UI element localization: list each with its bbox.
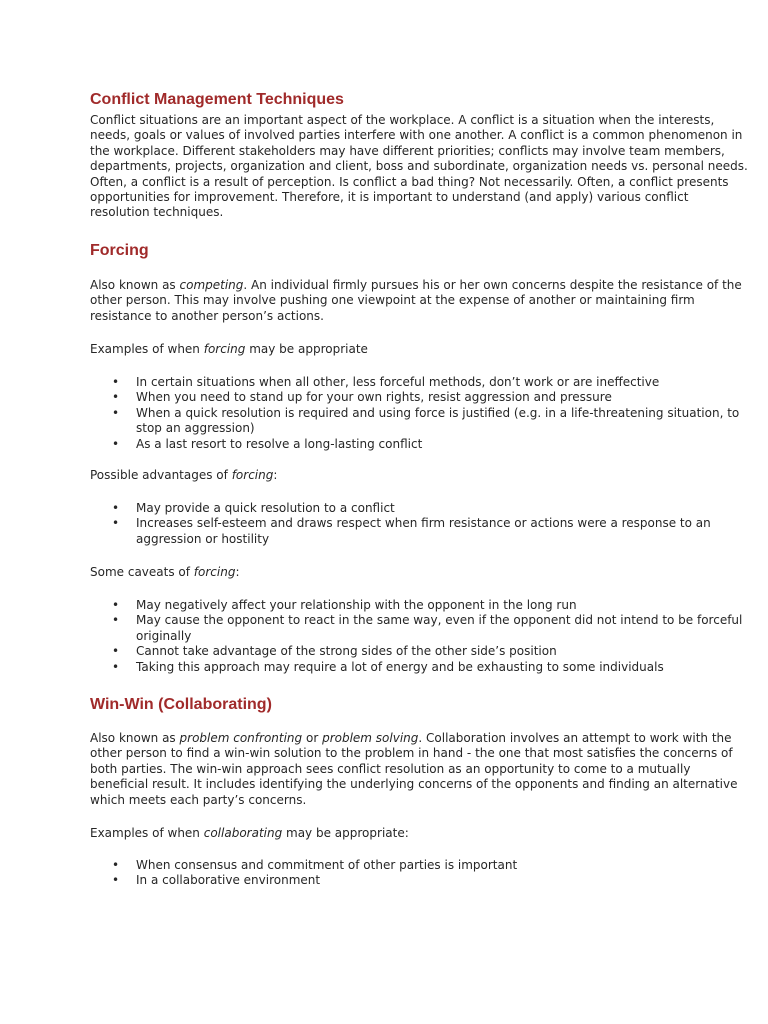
forcing-advantages-intro: Possible advantages of forcing: xyxy=(90,468,278,482)
winwin-examples-list xyxy=(90,858,750,889)
list-item: • May cause the opponent to react in the same way, even if the opponent did not intend to be forceful originally xyxy=(90,613,750,644)
list-item: • As a last resort to resolve a long-lasting conflict xyxy=(90,437,750,452)
forcing-advantages-list xyxy=(90,501,750,547)
list-item: • Taking this approach may require a lot of energy and be exhausting to some individuals xyxy=(90,660,750,675)
winwin-definition: Also known as problem confronting or problem solving. Collaboration involves an attempt to work with the other person to find a win-win solution to the problem in hand - the one that most satisfies the concerns of both parties. The win-win approach sees conflict resolution as an opportunity to come to a mutually beneficial result. It includes identifying the underlying concerns of the opponents and finding an alternative which meets each party’s concerns. xyxy=(90,731,738,807)
list-item: • In certain situations when all other, less forceful methods, don’t work or are ineffective xyxy=(90,375,750,390)
forcing-heading: Forcing xyxy=(90,242,149,259)
winwin-heading: Win-Win (Collaborating) xyxy=(90,696,272,713)
intro-paragraph: Conflict situations are an important aspect of the workplace. A conflict is a situation when the interests, needs, goals or values of involved parties interfere with one another. A conflict is a common phenomenon in the workplace. Different stakeholders may have different priorities; conflicts may involve team members, departments, projects, organization and client, boss and subordinate, organization needs vs. personal needs. Often, a conflict is a result of perception. Is conflict a bad thing? Not necessarily. Often, a conflict presents opportunities for improvement. Therefore, it is important to understand (and apply) various conflict resolution techniques. xyxy=(90,113,748,220)
list-item: • When consensus and commitment of other parties is important xyxy=(90,858,750,873)
forcing-term: competing xyxy=(179,278,244,292)
list-item: • When a quick resolution is required and using force is justified (e.g. in a life-threatening situation, to stop an aggression) xyxy=(90,406,750,437)
winwin-examples-intro: Examples of when collaborating may be appropriate: xyxy=(90,826,409,840)
list-item: • May provide a quick resolution to a conflict xyxy=(90,501,750,516)
forcing-definition: Also known as competing. An individual firmly pursues his or her own concerns despite the resistance of the other person. This may involve pushing one viewpoint at the expense of another or maintaining firm resistance to another person’s actions. xyxy=(90,278,742,323)
forcing-caveats-list xyxy=(90,598,750,675)
forcing-caveats-intro: Some caveats of forcing: xyxy=(90,565,240,579)
list-item: • When you need to stand up for your own rights, resist aggression and pressure xyxy=(90,390,750,405)
list-item: • In a collaborative environment xyxy=(90,873,750,888)
list-item: • May negatively affect your relationship with the opponent in the long run xyxy=(90,598,750,613)
page-title: Conflict Management Techniques xyxy=(90,91,344,108)
forcing-examples-intro: Examples of when forcing may be appropriate xyxy=(90,342,368,356)
list-item: • Increases self-esteem and draws respect when firm resistance or actions were a response to an aggression or hostility xyxy=(90,516,750,547)
list-item: • Cannot take advantage of the strong sides of the other side’s position xyxy=(90,644,750,659)
forcing-examples-list xyxy=(90,375,750,452)
